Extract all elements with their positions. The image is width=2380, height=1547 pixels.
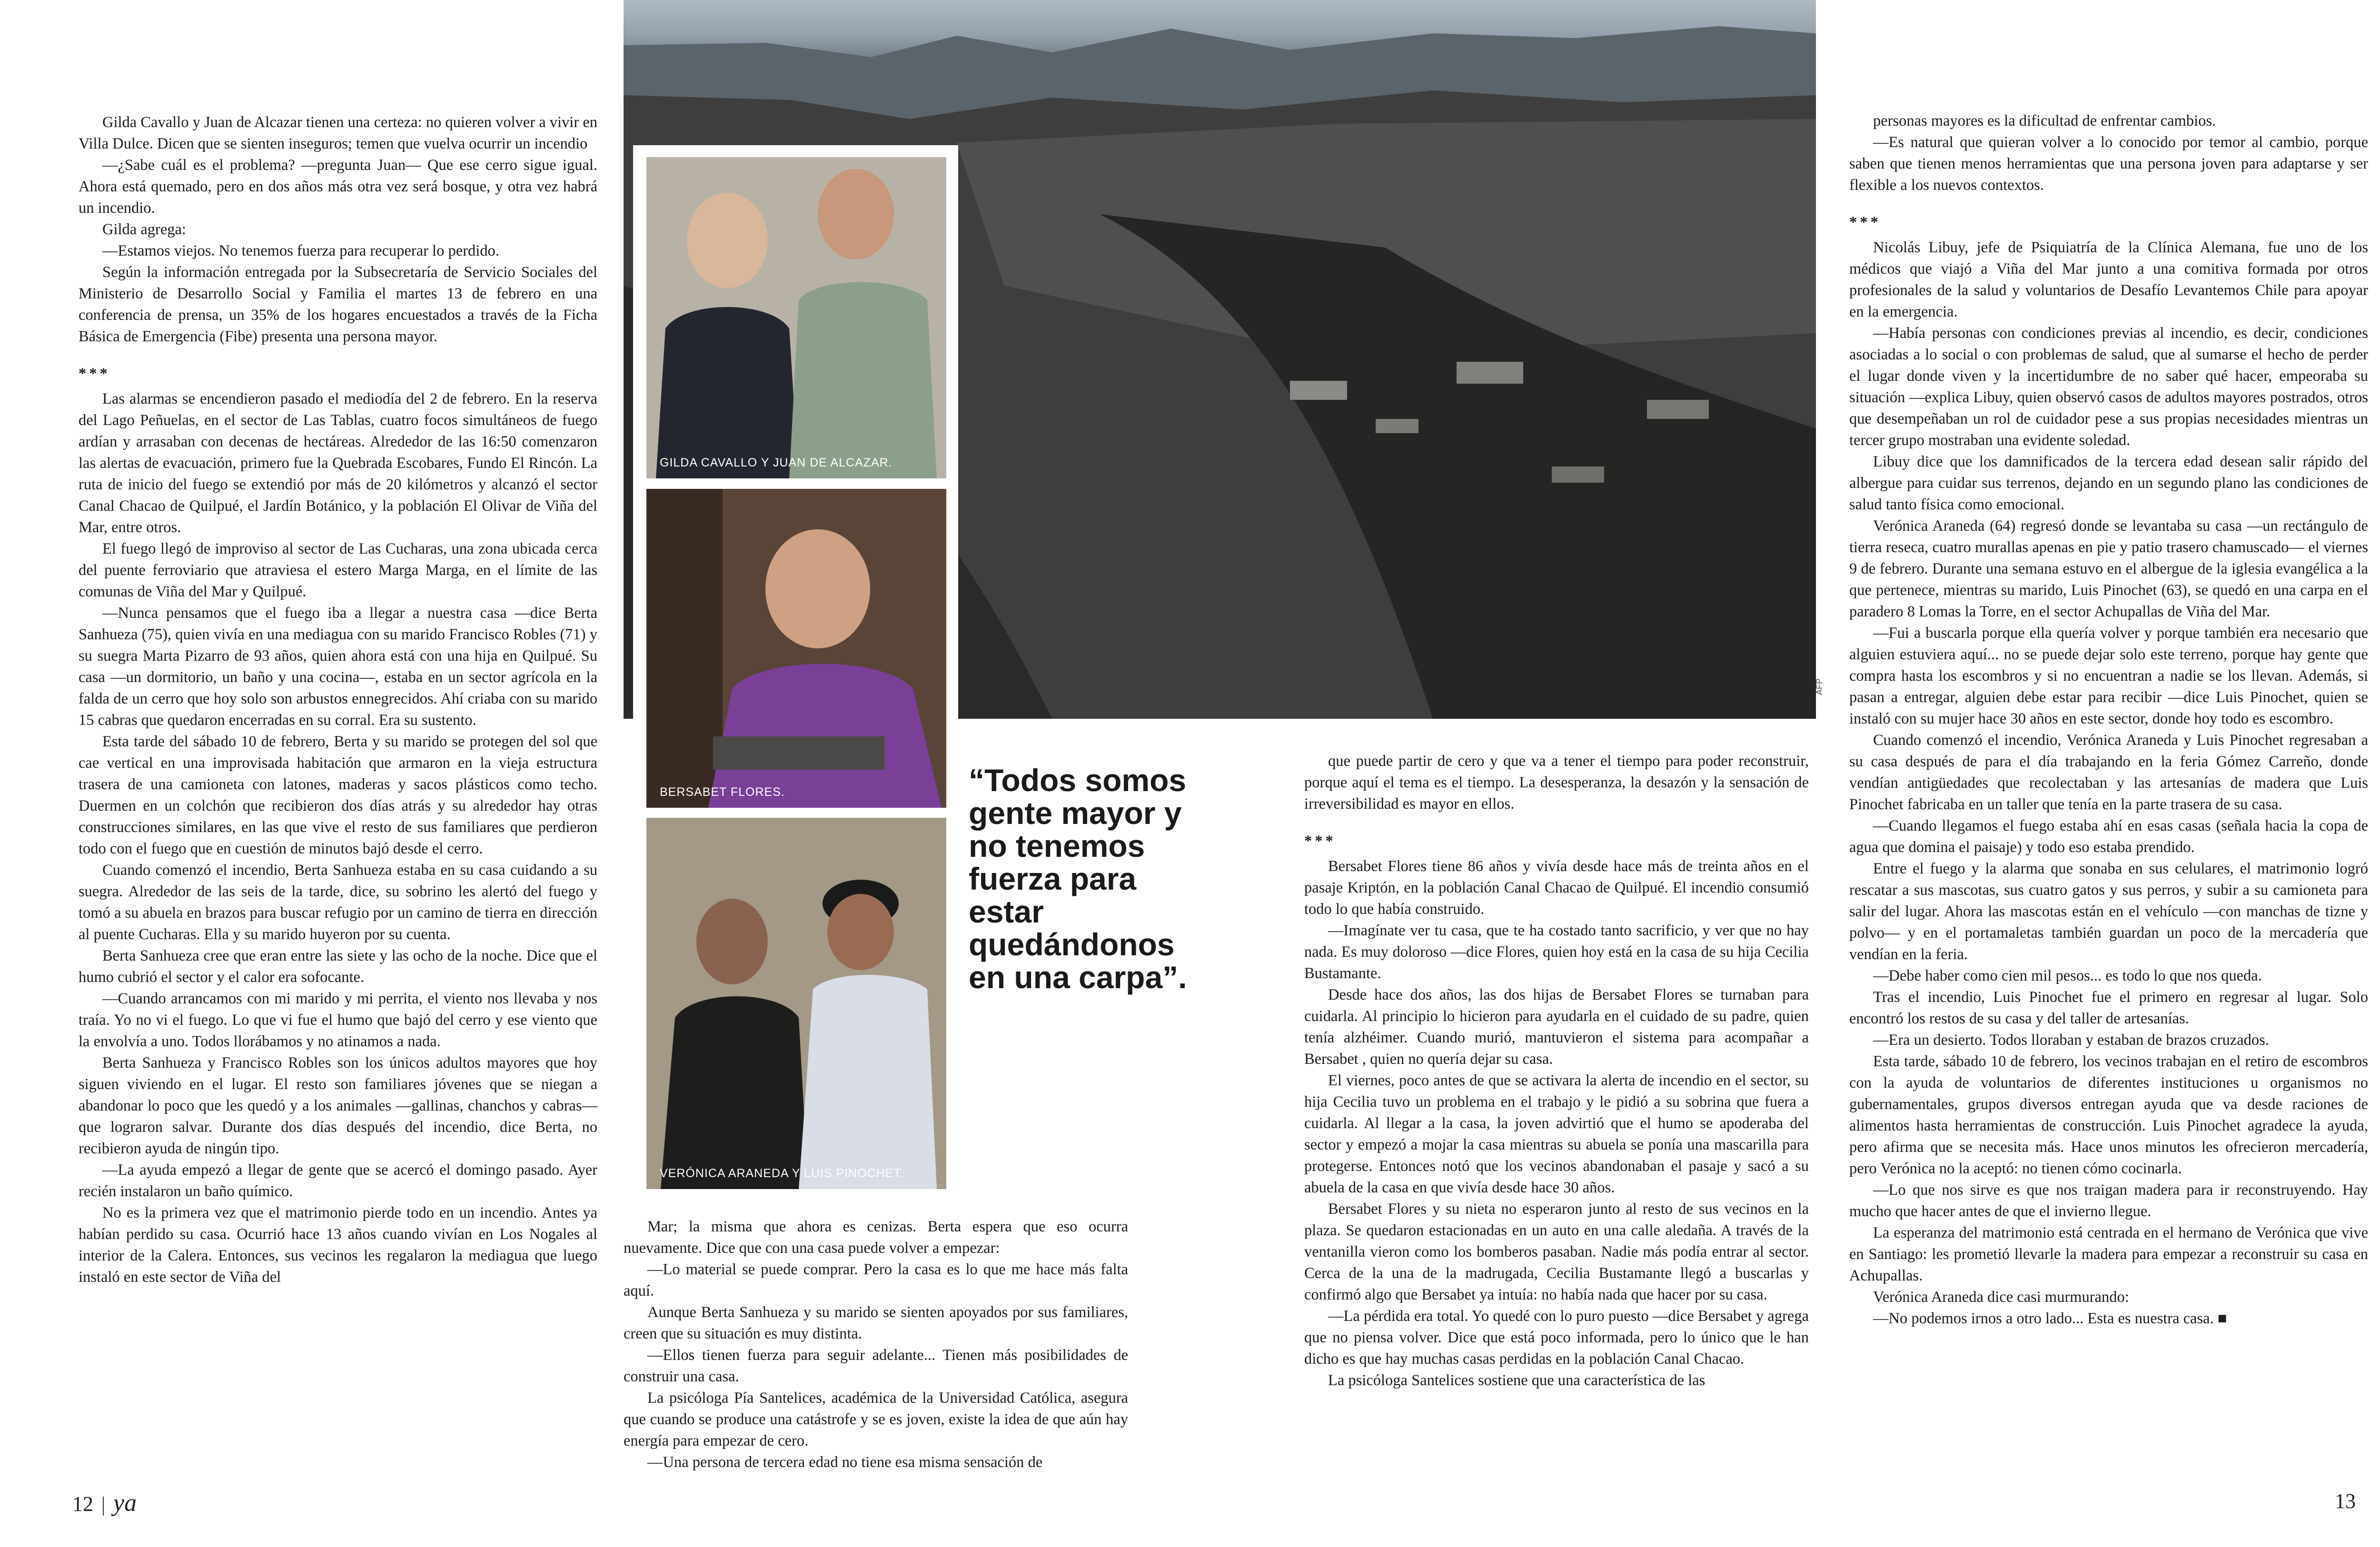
paragraph: —Cuando llegamos el fuego estaba ahí en esas casas (señala hacia la copa de agua que domina el paisaje) y todo eso estaba prendido. <box>1849 817 2368 856</box>
paragraph: Bersabet Flores tiene 86 años y vivía desde hace más de treinta años en el pasaje Kriptón, en la población Canal Chacao de Quilpué. El incendio consumió todo lo que había construido. <box>1304 858 1809 918</box>
paragraph: —Imagínate ver tu casa, que te ha costado tanto sacrificio, y ver que no hay nada. Es muy doloroso —dice Flores, quien hoy está en la casa de su hija Cecilia Bustamante. <box>1304 922 1809 982</box>
paragraph: Esta tarde, sábado 10 de febrero, los vecinos trabajan en el retiro de escombros con la ayuda de voluntarios de diferentes instituciones u organismos no gubernamentales, grupos diversos entregan ayuda que va desde raciones de alimentos hasta herramientas de construcción. Luis Pinochet agradece la ayuda, pero afirma que se necesita más. Hace unos minutos les ofrecieron mercadería, pero Verónica no la aceptó: no tienen cómo cocinarla. <box>1849 1053 2368 1177</box>
paragraph: Libuy dice que los damnificados de la tercera edad desean salir rápido del albergue para cuidar sus terrenos, dejando en un segundo plano las condiciones de salud tanto física como emocional. <box>1849 453 2368 513</box>
page-number-left: 12 <box>72 1492 93 1516</box>
page-number-right: 13 <box>2335 1489 2356 1513</box>
section-separator: *** <box>1304 833 1336 850</box>
paragraph: —Nunca pensamos que el fuego iba a llegar a nuestra casa —dice Berta Sanhueza (75), quien vivía en una mediagua con su marido Francisco Robles (71) y su suegra Marta Pizarro de 93 años, quien ahora está con una hija en Quilpué. Su casa —un dormitorio, un baño y una cocina—, estaba en un sector agrícola en la falda de un cerro que hoy solo son arbustos ennegrecidos. Ahí criaba con su marido 15 cabras que quedaron encerradas en su corral. Era su sustento. <box>79 605 597 729</box>
inset-photo-veronica-luis-graphic <box>646 818 946 1189</box>
paragraph: —Estamos viejos. No tenemos fuerza para recuperar lo perdido. <box>102 242 499 259</box>
paragraph: —Fui a buscarla porque ella quería volver y porque también era necesario que alguien estuviera aquí... no se puede dejar solo este terreno, porque hay gente que compra hasta los escombros y si no encuentran a nadie se los llevan. Además, si pasan a entregar, alguien debe estar para recibir —dice Luis Pinochet, quien se instaló con su mujer hace 30 años en este sector, donde hoy todo es escombro. <box>1849 625 2368 727</box>
paragraph: Las alarmas se encendieron pasado el mediodía del 2 de febrero. En la reserva del Lago Peñuelas, en el sector de Las Tablas, cuatro focos simultáneos de fuego ardían y arrasaban con decenas de hectáreas. Alrededor de las 16:50 comenzaron las alertas de evacuación, primero fue la Quebrada Escobares, Fundo El Rincón. La ruta de inicio del fuego se extendió por más de 20 kilómetros y alcanzó el sector Canal Chacao de Quilpué, el Jardín Botánico, y la población El Olivar de Viña del Mar, entre otros. <box>79 390 597 536</box>
section-separator: *** <box>1849 214 1881 231</box>
paragraph: La psicóloga Pía Santelices, académica de la Universidad Católica, asegura que cuando se produce una catástrofe y se es joven, existe la idea de que aún hay energía para empezar de cero. <box>624 1389 1128 1449</box>
paragraph: —¿Sabe cuál es el problema? —pregunta Juan— Que ese cerro sigue igual. Ahora está quemado, pero en dos años más otra vez será bosque, y otra vez habrá un incendio. <box>79 157 597 217</box>
paragraph: Berta Sanhueza y Francisco Robles son los únicos adultos mayores que hoy siguen viviendo en el lugar. El resto son familiares jóvenes que se niegan a abandonar lo poco que les quedó y a los animales —gallinas, chanchos y cabras— que lograron salvar. Durante dos días después del incendio, dice Berta, no recibieron ayuda de ningún tipo. <box>79 1054 597 1157</box>
article-column-2 <box>624 1216 1128 1473</box>
paragraph: Aunque Berta Sanhueza y su marido se sienten apoyados por sus familiares, creen que su situación es muy distinta. <box>624 1304 1128 1342</box>
paragraph: —Es natural que quieran volver a lo conocido por temor al cambio, porque saben que tienen menos herramientas que una persona joven para adaptarse y ser flexible a los nuevos contextos. <box>1849 134 2368 194</box>
paragraph: La psicóloga Santelices sostiene que una característica de las <box>1328 1372 1706 1389</box>
article-column-1 <box>79 112 597 1288</box>
paragraph: Cuando comenzó el incendio, Verónica Araneda y Luis Pinochet regresaban a su casa después de para el día trabajando en la feria Gómez Carreño, donde vendían antigüedades que recolectaban y las artesanías de madera que Luis Pinochet fabricaba en un taller que tenía en la parte trasera de su casa. <box>1849 732 2368 813</box>
paragraph: El fuego llegó de improviso al sector de Las Cucharas, una zona ubicada cerca del puente ferroviario que atraviesa el estero Marga Marga, en el límite de las comunas de Viña del Mar y Quilpué. <box>79 540 597 600</box>
paragraph: —Había personas con condiciones previas al incendio, es decir, condiciones asociadas a lo social o con problemas de salud, que al sumarse el hecho de perder el lugar donde viven y la incertidumbre de no saber qué hacer, empeoraba su situación —explica Libuy, quien observó casos de adultos mayores postrados, otros que desempeñaban un rol de cuidador pese a sus propias necesidades mientras un tercer grupo mostraban una evidente soledad. <box>1849 325 2368 449</box>
inset-photo-gilda-juan <box>646 157 946 478</box>
paragraph: personas mayores es la dificultad de enfrentar cambios. <box>1873 112 2216 129</box>
paragraph: Verónica Araneda dice casi murmurando: <box>1873 1289 2129 1306</box>
paragraph: Gilda agrega: <box>102 221 186 238</box>
paragraph: Nicolás Libuy, jefe de Psiquiatría de la Clínica Alemana, fue uno de los médicos que viajó a Viña del Mar junto a una comitiva formada por otros profesionales de la salud y voluntarios de Desafío Levantemos Chile para apoyar en la emergencia. <box>1849 239 2368 320</box>
magazine-logo: ya <box>113 1489 137 1517</box>
inset-photo-gilda-juan-graphic <box>646 157 946 478</box>
inset-caption: VERÓNICA ARANEDA Y LUIS PINOCHET. <box>660 1167 904 1180</box>
inset-caption: GILDA CAVALLO Y JUAN DE ALCAZAR. <box>660 456 892 469</box>
paragraph: No es la primera vez que el matrimonio pierde todo en un incendio. Antes ya habían perdido su casa. Ocurrió hace 13 años cuando vivían en Los Nogales al interior de la Calera. Entonces, sus vecinos les regalaron la mediagua que luego instaló en este sector de Viña del <box>79 1204 597 1286</box>
paragraph: —Lo material se puede comprar. Pero la casa es lo que me hace más falta aquí. <box>624 1261 1128 1299</box>
paragraph: —No podemos irnos a otro lado... Esta es nuestra casa. ■ <box>1873 1310 2227 1327</box>
inset-caption: BERSABET FLORES. <box>660 785 785 799</box>
paragraph: Tras el incendio, Luis Pinochet fue el primero en regresar al lugar. Solo encontró los restos de su casa y del taller de artesanías. <box>1849 989 2368 1027</box>
paragraph: —La ayuda empezó a llegar de gente que se acercó el domingo pasado. Ayer recién instalaron un baño químico. <box>79 1161 597 1200</box>
pull-quote: “Todos somos gente mayor y no tenemos fuerza para estar quedándonos en una carpa”. <box>969 763 1187 995</box>
paragraph: que puede partir de cero y que va a tener el tiempo para poder reconstruir, porque aquí el tema es el tiempo. La desesperanza, la desazón y la sensación de irreversibilidad es mayor en ellos. <box>1304 753 1809 813</box>
folio-divider <box>103 1497 104 1516</box>
inset-photo-bersabet-graphic <box>646 489 946 808</box>
article-column-3 <box>1304 751 1809 1391</box>
paragraph: —Era un desierto. Todos lloraban y estaban de brazos cruzados. <box>1873 1031 2269 1049</box>
paragraph: —Lo que nos sirve es que nos traigan madera para ir reconstruyendo. Hay mucho que hacer antes de que el invierno llegue. <box>1849 1181 2368 1220</box>
paragraph: Gilda Cavallo y Juan de Alcazar tienen una certeza: no quieren volver a vivir en Villa Dulce. Dicen que se sienten inseguros; temen que vuelva ocurrir un incendio <box>79 114 597 152</box>
inset-photo-veronica-luis <box>646 818 946 1189</box>
article-column-4 <box>1849 110 2368 1329</box>
paragraph: Esta tarde del sábado 10 de febrero, Berta y su marido se protegen del sol que cae vertical en una improvisada habitación que armaron en la vieja estructura trasera de una camioneta con latones, maderas y sacos plásticos como techo. Duermen en un colchón que recibieron dos días atrás y su alrededor hay otras construcciones similares, en las que vive el resto de sus familiares que perdieron todo con el fuego que en cuestión de minutos bajó desde el cerro. <box>79 733 597 857</box>
paragraph: —La pérdida era total. Yo quedé con lo puro puesto —dice Bersabet y agrega que no piensa volver. Dice que está poco informada, pero lo único que le han dicho es que hay muchas casas perdidas en la población Canal Chacao. <box>1304 1308 1809 1368</box>
paragraph: —Debe haber como cien mil pesos... es todo lo que nos queda. <box>1873 967 2262 984</box>
paragraph: Mar; la misma que ahora es cenizas. Berta espera que eso ocurra nuevamente. Dice que con una casa puede volver a empezar: <box>624 1218 1128 1257</box>
section-separator: *** <box>79 365 110 382</box>
paragraph: Bersabet Flores y su nieta no esperaron junto al resto de sus vecinos en la plaza. Se quedaron estacionadas en un auto en una calle aledaña. A través de la ventanilla vieron como los bomberos pasaban. Nadie más podía entrar al sector. Cerca de la una de la madrugada, Cecilia Bustamante llegó a buscarlas y confirmó algo que Bersabet ya intuía: no había nada que hacer por su casa. <box>1304 1200 1809 1303</box>
paragraph: —Una persona de tercera edad no tiene esa misma sensación de <box>647 1454 1043 1471</box>
paragraph: Desde hace dos años, las dos hijas de Bersabet Flores se turnaban para cuidarla. Al principio lo hicieron para ayudarla en el cuidado de su padre, quien tenía alzhéimer. Cuando murió, mantuvieron el sistema para acompañar a Bersabet , quien no quería dejar su casa. <box>1304 986 1809 1068</box>
paragraph: El viernes, poco antes de que se activara la alerta de incendio en el sector, su hija Cecilia tuvo un problema en el trabajo y le pidió a su sobrina que fuera a cuidarla. Al llegar a la casa, la joven advirtió que el humo se apoderaba del sector y empezó a mojar la casa mientras su abuela se ponía una mascarilla para protegerse. Entonces notó que los vecinos abandonaban el pasaje y sacó a su abuela de la casa en que vivía desde hace 30 años. <box>1304 1072 1809 1196</box>
inset-photo-bersabet <box>646 489 946 808</box>
folio-left <box>72 1489 137 1517</box>
paragraph: Cuando comenzó el incendio, Berta Sanhueza estaba en su casa cuidando a su suegra. Alrededor de las seis de la tarde, dice, su sobrino les alertó del fuego y tomó a su abuela en brazos para buscar refugio por un camino de tierra en dirección al puente Cucharas. Ella y su marido huyeron por su cuenta. <box>79 862 597 943</box>
paragraph: La esperanza del matrimonio está centrada en el hermano de Verónica que vive en Santiago: les prometió llevarle la madera para empezar a reconstruir su casa en Achupallas. <box>1849 1224 2368 1284</box>
paragraph: Según la información entregada por la Subsecretaría de Servicio Sociales del Ministerio de Desarrollo Social y Familia el martes 13 de febrero en una conferencia de prensa, un 35% de los hogares encuestados a través de la Ficha Básica de Emergencia (Fibe) presenta una persona mayor. <box>79 264 597 345</box>
paragraph: Entre el fuego y la alarma que sonaba en sus celulares, el matrimonio logró rescatar a sus mascotas, sus cuatro gatos y sus perros, y subir a su camioneta para salir del lugar. Ahora las mascotas están en el vehículo —con manchas de tizne y polvo— y en el portamaletas también guardan un poco de la mercadería que vendían en la feria. <box>1849 860 2368 963</box>
paragraph: —Ellos tienen fuerza para seguir adelante... Tienen más posibilidades de construir una casa. <box>624 1347 1128 1385</box>
paragraph: Verónica Araneda (64) regresó donde se levantaba su casa —un rectángulo de tierra reseca, cuatro murallas apenas en pie y patio trasero chamuscado— el viernes 9 de febrero. Durante una semana estuvo en el albergue de la iglesia evangélica a la que pertenece, mientras su marido, Luis Pinochet (63), se quedó en una carpa en el paradero 8 Lomas la Torre, en el sector Achupallas de Viña del Mar. <box>1849 517 2368 620</box>
photo-credit: AFP <box>1815 678 1824 695</box>
paragraph: —Cuando arrancamos con mi marido y mi perrita, el viento nos llevaba y nos traía. Yo no vi el fuego. Lo que vi fue el humo que bajó del cerro y ese viento que la envolvía a uno. Todos llorábamos y no atinamos a nada. <box>79 990 597 1050</box>
paragraph: Berta Sanhueza cree que eran entre las siete y las ocho de la noche. Dice que el humo cubrió el sector y el calor era sofocante. <box>79 947 597 986</box>
